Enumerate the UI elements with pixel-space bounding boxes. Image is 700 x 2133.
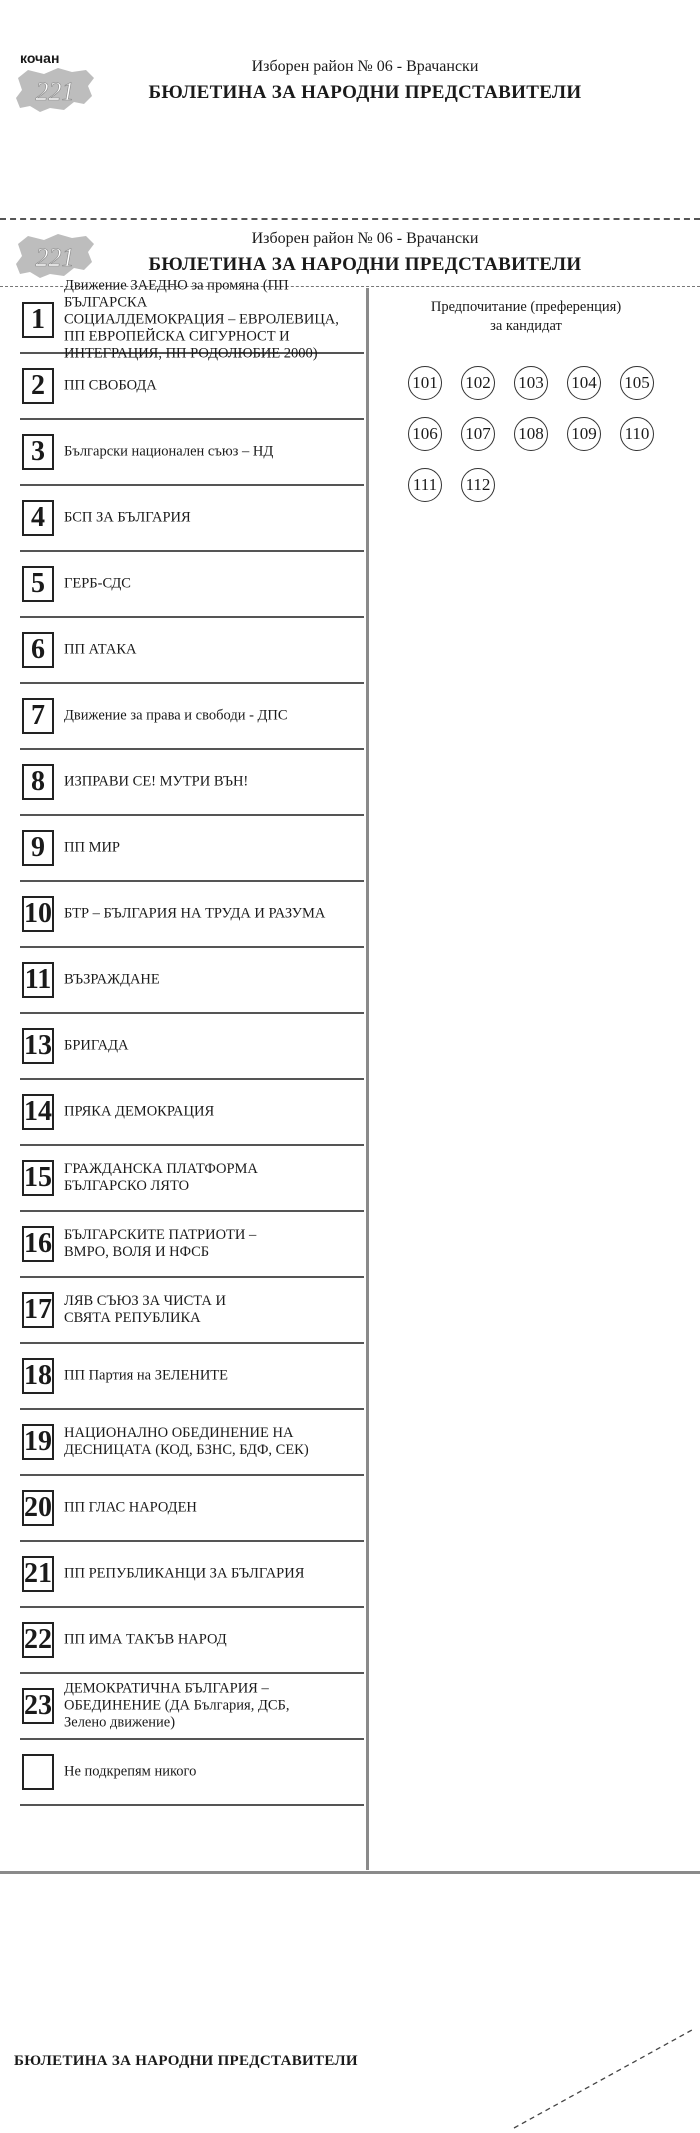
party-row [20,816,364,882]
party-number-box[interactable]: 17 [22,1292,54,1328]
party-row [20,618,364,684]
party-name: Български национален съюз – НД [64,443,274,460]
party-number-box[interactable]: 22 [22,1622,54,1658]
party-row [20,1080,364,1146]
logo-number: 221 [35,243,75,272]
party-row [20,354,364,420]
ballot-title: БЮЛЕТИНА ЗА НАРОДНИ ПРЕДСТАВИТЕЛИ [148,254,582,275]
preference-circle[interactable]: 105 [620,366,654,400]
preference-circle[interactable]: 102 [461,366,495,400]
party-name: БРИГАДА [64,1037,129,1054]
party-number-box[interactable]: 23 [22,1688,54,1724]
logo-number: 221 [35,77,75,106]
party-number-box[interactable]: 8 [22,764,54,800]
stub-region: Изборен район № 06 - Врачански [251,58,479,75]
party-name: ПРЯКА ДЕМОКРАЦИЯ [64,1103,215,1120]
party-name: ПП Партия на ЗЕЛЕНИТЕ [64,1367,229,1384]
party-row [20,882,364,948]
preference-circle[interactable]: 106 [408,417,442,451]
party-row [20,486,364,552]
party-name: ПП ИМА ТАКЪВ НАРОД [64,1631,227,1648]
party-number-box[interactable]: 21 [22,1556,54,1592]
column-divider [366,288,369,1870]
party-number-box[interactable]: 9 [22,830,54,866]
preference-circle[interactable]: 112 [461,468,495,502]
stub-label: кочан [20,50,60,66]
party-name: ПП АТАКА [64,641,137,658]
party-row [20,948,364,1014]
party-number-box[interactable] [22,1754,54,1790]
party-name: ПП РЕПУБЛИКАНЦИ ЗА БЪЛГАРИЯ [64,1565,305,1582]
preference-circles [408,366,688,502]
party-row [20,1740,364,1806]
party-number-box[interactable]: 5 [22,566,54,602]
party-number-box[interactable]: 14 [22,1094,54,1130]
stub-title: БЮЛЕТИНА ЗА НАРОДНИ ПРЕДСТАВИТЕЛИ [148,82,582,103]
back-title: БЮЛЕТИНА ЗА НАРОДНИ ПРЕДСТАВИТЕЛИ [14,2053,358,2069]
preference-title: Предпочитание (преференция) за кандидат [430,299,622,334]
party-number-box[interactable]: 16 [22,1226,54,1262]
preference-circle[interactable]: 104 [567,366,601,400]
party-name: ИЗПРАВИ СЕ! МУТРИ ВЪН! [64,773,249,790]
party-row [20,1674,364,1740]
party-row [20,1146,364,1212]
party-number-box[interactable]: 19 [22,1424,54,1460]
party-number-box[interactable]: 10 [22,896,54,932]
party-number-box[interactable]: 6 [22,632,54,668]
party-name: Движение за права и свободи - ДПС [64,707,288,724]
party-name: ВЪЗРАЖДАНЕ [64,971,160,988]
preference-circle[interactable]: 110 [620,417,654,451]
party-number-box[interactable]: 20 [22,1490,54,1526]
perforation-line [0,218,700,220]
party-number-box[interactable]: 11 [22,962,54,998]
preference-circle[interactable]: 101 [408,366,442,400]
party-name: ДЕМОКРАТИЧНА БЪЛГАРИЯ – ОБЕДИНЕНИЕ (ДА България, ДСБ, Зелено движение) [64,1680,290,1731]
party-name: ЛЯВ СЪЮЗ ЗА ЧИСТА И СВЯТА РЕПУБЛИКА [64,1293,226,1326]
party-name: ГЕРБ-СДС [64,575,131,592]
party-row [20,1344,364,1410]
party-name: ПП СВОБОДА [64,377,157,394]
party-list [20,277,364,1806]
preference-circle[interactable]: 108 [514,417,548,451]
party-number-box[interactable]: 4 [22,500,54,536]
ballot-region: Изборен район № 06 - Врачански [251,230,479,247]
party-name: Не подкрепям никого [64,1763,197,1780]
party-number-box[interactable]: 18 [22,1358,54,1394]
party-name: ПП ГЛАС НАРОДЕН [64,1499,197,1516]
ballot-bottom-rule [0,1871,700,1874]
party-row [20,1542,364,1608]
bulgaria-map-logo [14,64,96,116]
party-number-box[interactable]: 15 [22,1160,54,1196]
party-number-box[interactable]: 13 [22,1028,54,1064]
party-row [20,1212,364,1278]
party-name: Движение ЗАЕДНО за промяна (ПП БЪЛГАРСКА СОЦИАЛДЕМОКРАЦИЯ – ЕВРОЛЕВИЦА, ПП ЕВРОПЕЙСКА СИГУРНОСТ И ИНТЕГРАЦИЯ, ПП РОДОЛЮБИЕ 2000) [64,277,339,362]
party-number-box[interactable]: 1 [22,302,54,338]
party-number-box[interactable]: 2 [22,368,54,404]
bulgaria-map-logo [14,230,96,282]
party-name: БСП ЗА БЪЛГАРИЯ [64,509,191,526]
party-row [20,277,364,362]
party-number-box[interactable]: 3 [22,434,54,470]
party-name: БТР – БЪЛГАРИЯ НА ТРУДА И РАЗУМА [64,905,326,922]
party-row [20,684,364,750]
party-name: НАЦИОНАЛНО ОБЕДИНЕНИЕ НА ДЕСНИЦАТА (КОД, БЗНС, БДФ, СЕК) [64,1425,309,1458]
preference-circle[interactable]: 109 [567,417,601,451]
party-row [20,1476,364,1542]
preference-circle[interactable]: 107 [461,417,495,451]
party-name: ГРАЖДАНСКА ПЛАТФОРМА БЪЛГАРСКО ЛЯТО [64,1161,258,1194]
party-row [20,1410,364,1476]
party-row [20,420,364,486]
party-row [20,1278,364,1344]
party-row [20,1014,364,1080]
party-row [20,1608,364,1674]
preference-circle[interactable]: 111 [408,468,442,502]
party-name: БЪЛГАРСКИТЕ ПАТРИОТИ – ВМРО, ВОЛЯ И НФСБ [64,1227,257,1260]
party-number-box[interactable]: 7 [22,698,54,734]
party-name: ПП МИР [64,839,120,856]
preference-circle[interactable]: 103 [514,366,548,400]
party-row [20,552,364,618]
party-row [20,750,364,816]
